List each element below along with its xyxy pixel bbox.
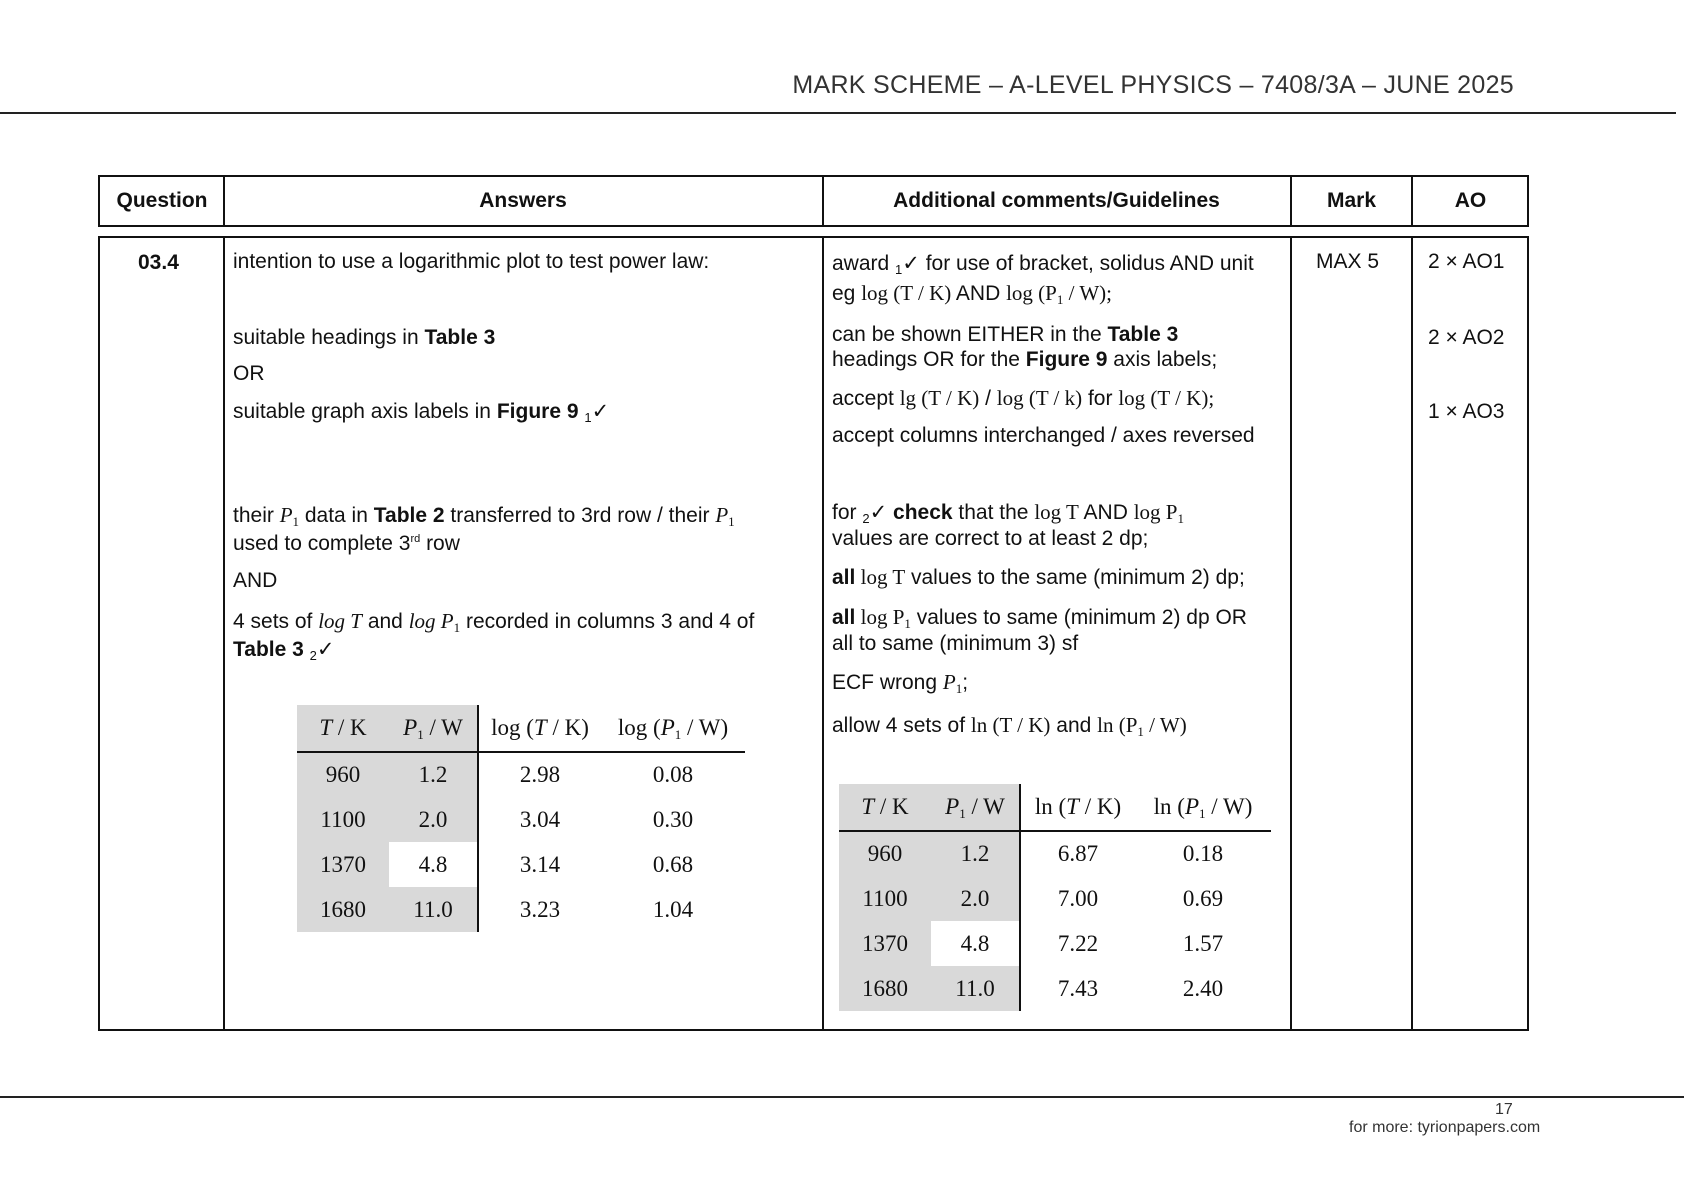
table-row: 960 1.2 6.87 0.18 <box>839 831 1271 876</box>
question-number: 03.4 <box>138 251 179 274</box>
answer-line: OR <box>233 362 265 385</box>
comment-line: accept lg (T / K) / log (T / k) for log (T / K); <box>832 386 1215 410</box>
comment-line: allow 4 sets of ln (T / K) and $\ln (P_1 / W)$ <box>832 713 1187 739</box>
header-t: T / K <box>839 784 931 831</box>
table-header-row <box>297 705 745 752</box>
header-t: T / K <box>297 705 389 752</box>
header-ln-t: ln (T / K) <box>1020 784 1135 831</box>
comment-line: accept columns interchanged / axes reversed <box>832 424 1255 447</box>
answer-line: suitable headings in Table 3 <box>233 326 496 349</box>
page-number: 17 <box>1495 1101 1513 1118</box>
header-question: Question <box>116 189 208 212</box>
tick-icon: ✓ <box>591 400 610 423</box>
table-row: 960 1.2 2.98 0.08 <box>297 752 745 797</box>
comment-line: award $_1$✓ for use of bracket, solidus AND unit <box>832 252 1254 277</box>
answer-line: AND <box>233 569 278 592</box>
header-answers: Answers <box>479 189 567 212</box>
divider <box>1290 238 1292 1029</box>
header-p: $P_1$ / W <box>931 784 1020 831</box>
table-row: 1370 4.8 7.22 1.57 <box>839 921 1271 966</box>
footer-rule <box>0 1096 1684 1098</box>
answer-line: Table 3 $_2$✓ <box>233 638 335 663</box>
comment-line: values are correct to at least 2 dp; <box>832 527 1149 550</box>
comment-line: ECF wrong $P_1$; <box>832 670 969 696</box>
comment-line: all log T values to the same (minimum 2) dp; <box>832 565 1245 589</box>
table-row: 1100 2.0 3.04 0.30 <box>297 797 745 842</box>
table-row: 1100 2.0 7.00 0.69 <box>839 876 1271 921</box>
header-title: MARK SCHEME – A-LEVEL PHYSICS – 7408/3A – JUNE 2025 <box>792 71 1514 99</box>
comment-line: all to same (minimum 3) sf <box>832 632 1079 655</box>
page-header <box>0 66 1676 114</box>
footer-link-text: for more: tyrionpapers.com <box>1349 1119 1541 1136</box>
table-row: 1370 4.8 3.14 0.68 <box>297 842 745 887</box>
comment-line: all $\log P_1$ values to same (minimum 2) dp OR <box>832 605 1247 631</box>
ao-value: 2 × AO1 <box>1428 250 1505 273</box>
table-row: 1680 11.0 3.23 1.04 <box>297 887 745 932</box>
table-row: 1680 11.0 7.43 2.40 <box>839 966 1271 1011</box>
comment-line: can be shown EITHER in the Table 3 <box>832 323 1179 346</box>
header-log-p: $\log (P_1 / W)$ <box>601 705 745 752</box>
answer-line: intention to use a logarithmic plot to test power law: <box>233 250 710 273</box>
ao-value: 1 × AO3 <box>1428 400 1505 423</box>
header-comments: Additional comments/Guidelines <box>893 189 1220 212</box>
answer-line: their $P_1$ data in Table 2 transferred to 3rd row / their $P_1$ <box>233 503 735 529</box>
tick-icon: ✓ <box>902 252 920 275</box>
answer-line: suitable graph axis labels in Figure 9 $_1$✓ <box>233 400 610 425</box>
divider <box>223 238 225 1029</box>
ln-data-table <box>839 784 1271 1011</box>
answer-line: 4 sets of log T and $\log P_1$ recorded in columns 3 and 4 of <box>233 609 755 635</box>
mark-value: MAX 5 <box>1316 250 1380 273</box>
comment-line: headings OR for the Figure 9 axis labels; <box>832 348 1218 371</box>
header-ln-p: $\ln (P_1 / W)$ <box>1135 784 1271 831</box>
tick-icon: ✓ <box>869 501 888 524</box>
divider <box>1411 238 1413 1029</box>
ao-value: 2 × AO2 <box>1428 326 1505 349</box>
header-log-t: log (T / K) <box>478 705 601 752</box>
answer-line: used to complete 3rd row <box>233 532 460 555</box>
header-p: $P_1$ / W <box>389 705 478 752</box>
column-header-row <box>98 175 1529 227</box>
tick-icon: ✓ <box>316 638 335 661</box>
divider <box>822 238 824 1029</box>
header-mark: Mark <box>1326 189 1377 212</box>
log-data-table <box>297 705 745 932</box>
comment-line: for $_2$✓ check that the log T AND $\log P_1$ <box>832 500 1184 526</box>
table-header-row <box>839 784 1271 831</box>
header-ao: AO <box>1454 189 1487 212</box>
comment-line: eg log (T / K) AND $\log (P_1 / W)$; <box>832 281 1112 307</box>
